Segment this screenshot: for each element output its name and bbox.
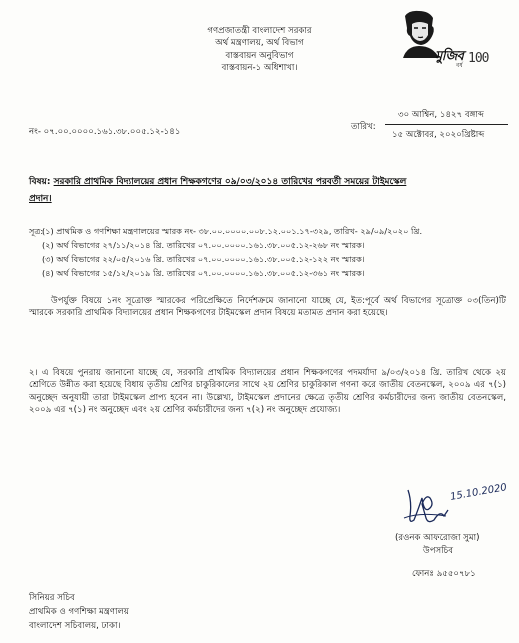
letterhead-ministry: অর্থ মন্ত্রণালয়, অর্থ বিভাগ: [215, 38, 304, 49]
reference-item-1: (১) প্রাথমিক ও গণশিক্ষা মন্ত্রণালয়ের স্মারক নং- ৩৮.০০.০০০০.০০৮.১২.০০১.১৭-৩২৯, তারিখ- ২৯/০৯/২০২০ খ্রি.: [42, 226, 423, 236]
reference-item-4: (৪) অর্থ বিভাগের ১৫/১২/২০১৯ খ্রি. তারিখের ০৭.০০.০০০০.১৬১.৩৮.০০৫.১২-৩৬১ নং স্মারক।: [42, 268, 365, 278]
subject-line-2: প্রদান।: [29, 194, 52, 204]
logo-number: 100: [468, 51, 489, 66]
subject-text: সরকারি প্রাথমিক বিদ্যালয়ের প্রধান শিক্ষকগণের ০৯/০৩/২০১৪ তারিখের পরবর্তী সময়ের টাইমস্কেল: [53, 177, 407, 187]
subject-line-1: [29, 176, 406, 189]
date-bangla: ৩০ আশ্বিন, ১৪২৭ বঙ্গাব্দ: [398, 110, 484, 120]
signatory-designation: উপসচিব: [423, 546, 454, 556]
paragraph-2: ২। এ বিষয়ে পুনরায় জানানো যাচ্ছে যে, সরকারি প্রাথমিক বিদ্যালয়ের প্রধান শিক্ষকগণের পদমর্যাদা ৯/০৩/২০১৪ খ্রি. তারিখ থেকে ২য় শ্রেণিতে উন্নীত করা হয়েছে বিধায় তৃতীয় শ্রেণির চাকুরিকালের সাথে ২য় শ্রেণির চাকুরিকাল গণনা করে জাতীয় বেতনস্কেল, ২০০৯ এর ৭(১) অনুচ্ছেদ অনুযায়ী তারা টাইমস্কেল প্রাপ্য হবেন না। উল্লেখ্য, টাইমস্কেল প্রদানের ক্ষেত্রে তৃতীয় শ্রেণির কর্মচারীদের জন্য জাতীয় বেতনস্কেল, ২০০৯ এর ৭(১) নং অনুচ্ছেদ এবং ২য় শ্রেণির কর্মচারীদের জন্য ৭(২) নং অনুচ্ছেদ প্রযোজ্য।: [29, 368, 506, 416]
recipient-office: প্রাথমিক ও গণশিক্ষা মন্ত্রণালয়: [29, 607, 129, 617]
recipient-title: সিনিয়র সচিব: [29, 593, 75, 603]
letterhead-wing: বাস্তবায়ন অনুবিভাগ: [225, 50, 294, 61]
subject-label: বিষয়:: [29, 177, 51, 187]
reference-item-2: (২) অর্থ বিভাগের ২৭/১১/২০১৪ খ্রি. তারিখের ০৭.০০.০০০০.১৬১.৩৮.০০৫.১২-২৬৮ নং স্মারক।: [42, 240, 365, 250]
letterhead-branch: বাস্তবায়ন-১ অধিশাখা।: [221, 63, 298, 74]
paragraph-1: উপর্যুক্ত বিষয়ে ১নং সূত্রোক্ত স্মারকের পরিপ্রেক্ষিতে নির্দেশক্রমে জানানো যাচ্ছে যে, ইত:পূর্বে অর্থ বিভাগের সূত্রোক্ত ০৩(তিন)টি স্মারকে সরকারি প্রাথমিক বিদ্যালয়ের প্রধান শিক্ষকগণের টাইমস্কেল প্রদান বিষয়ে মতামত প্রদান করা হয়েছে।: [29, 296, 506, 319]
reference-item-3: (৩) অর্থ বিভাগের ২২/০৫/২০১৬ খ্রি. তারিখের ০৭.০০.০০০০.১৬১.৩৮.০০৫.১২-১২২ নং স্মারক।: [42, 254, 365, 264]
memo-number: নং- ০৭.০০.০০০০.১৬১.৩৮.০০৫.১২-১৪১: [29, 127, 181, 137]
references-label: সূত্র:: [29, 226, 44, 236]
date-label: তারিখ:: [351, 122, 376, 132]
date-english: ১৫ অক্টোবর, ২০২০খ্রিষ্টাব্দ: [392, 130, 485, 140]
logo-subtext: বর্ষ: [456, 62, 463, 69]
signatory-name: (রওনক আফরোজা সুমা): [395, 533, 480, 543]
logo-text: মুজিব: [435, 49, 464, 64]
signatory-phone: ফোনঃ ৯৫৫০৭৮১: [412, 569, 476, 579]
date-divider: [385, 124, 508, 125]
mujib-borsho-logo: [399, 10, 489, 70]
recipient-address: বাংলাদেশ সচিবালয়, ঢাকা।: [29, 621, 121, 631]
signature-date: 15.10.2020: [449, 482, 508, 503]
letterhead-govt: গণপ্রজাতন্ত্রী বাংলাদেশ সরকার: [207, 26, 312, 36]
